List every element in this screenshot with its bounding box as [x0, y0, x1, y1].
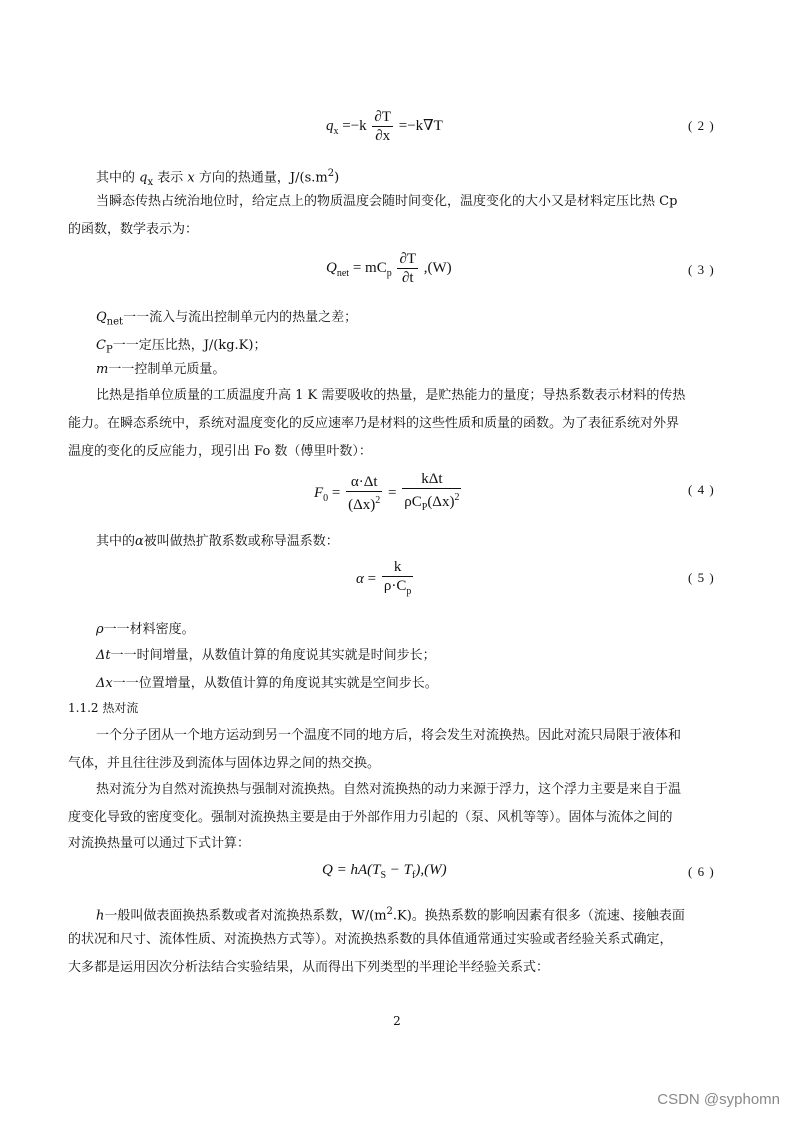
para4-sup: 2	[386, 906, 393, 917]
definition-rho	[96, 616, 728, 644]
eq4-fraction-2	[402, 470, 461, 517]
eq4-den1-sup: 2	[375, 495, 381, 506]
eq4-den2-text: ρC	[404, 494, 422, 510]
paragraph-2-line-2: 气体，并且往往涉及到流体与固体边界之间的热交换。	[68, 756, 381, 771]
line4-a: 其中的	[96, 534, 136, 549]
eq6-sub2: f	[412, 870, 416, 881]
para4-var: h	[96, 908, 105, 924]
line4-b: 被叫做热扩散系数或称导温系数：	[143, 534, 339, 549]
line1-a: 其中的	[96, 170, 136, 186]
text-line-3: 的函数，数学表示为：	[68, 222, 199, 237]
line1-c: 方向的热通量，J/(s.m	[198, 170, 328, 186]
eq4-den2-sub: P	[421, 502, 428, 513]
eq4-den2-sup: 2	[454, 492, 460, 503]
eq5-den-text: ρ·C	[383, 578, 407, 594]
def4-text: 一一材料密度。	[103, 622, 195, 637]
text-line-2: 当瞬态传热占统治地位时，给定点上的物质温度会随时间变化，温度变化的大小又是材料定压比热 Cp	[96, 194, 678, 209]
eq5-eq: =	[367, 570, 377, 587]
eq3-lhs: Q	[326, 259, 337, 276]
eq5-den	[382, 576, 414, 601]
eq3-eq: = mC	[352, 259, 387, 276]
line1-sup: 2	[327, 168, 335, 179]
paragraph-4-line-3: 大多都是运用因次分析法结合实验结果，从而得出下列类型的半理论半经验关系式：	[68, 960, 550, 975]
eq3-lhs-sub: net	[336, 267, 350, 279]
eq6-sub1: S	[380, 870, 387, 881]
eq2-num: ∂T	[374, 109, 391, 125]
eq3-unit: ,(W)	[423, 259, 452, 276]
def1-sub: net	[106, 316, 124, 328]
eq2-fraction	[372, 108, 393, 145]
eq4-den1	[346, 491, 382, 514]
eq6-text1: Q = hA(T	[322, 862, 381, 878]
equation-number-6: ( 6 )	[688, 864, 715, 879]
eq4-lhs-sub: 0	[323, 492, 329, 504]
para4-b: .K)。换热系数的影响因素有很多（流速、接触表面	[392, 908, 685, 924]
def2-var: C	[96, 338, 106, 353]
line4-var: α	[135, 534, 144, 549]
paragraph-2-line-1: 一个分子团从一个地方运动到另一个温度不同的地方后，将会发生对流换热。因此对流只局限于液体和	[96, 728, 682, 743]
equation-number-4: ( 4 )	[688, 482, 715, 497]
def4-var: ρ	[96, 622, 104, 637]
paragraph-3-line-3: 对流换热量可以通过下式计算：	[68, 836, 251, 851]
eq6-text3: ),(W)	[415, 862, 447, 878]
def5-var: Δt	[96, 648, 111, 663]
paragraph-3-line-2: 度变化导致的密度变化。强制对流换热主要是由于外部作用力引起的（泵、风机等等）。固体与流体之间的	[68, 810, 673, 825]
eq3-den: ∂t	[397, 268, 418, 287]
line1-b: 表示	[157, 170, 184, 186]
eq2-rhs: =−k∇T	[398, 117, 443, 134]
def3-var: m	[96, 362, 109, 377]
eq2-lhs-sub: x	[333, 125, 339, 137]
def5-text: 一一时间增量，从数值计算的角度说其实就是时间步长；	[110, 648, 436, 663]
paragraph-3-line-1: 热对流分为自然对流换热与强制对流换热。自然对流换热的动力来源于浮力，这个浮力主要是来自于温	[96, 782, 682, 797]
def6-text: 一一位置增量，从数值计算的角度说其实就是空间步长。	[112, 676, 438, 691]
paragraph-1-line-1: 比热是指单位质量的工质温度升高 1 K 需要吸收的热量，是贮热能力的量度；导热系数表示材料的传热	[96, 388, 686, 403]
line1-x: x	[187, 170, 195, 186]
eq5-lhs: α	[356, 570, 364, 587]
eq2-den: ∂x	[372, 126, 393, 145]
eq3-eq-sub: p	[386, 267, 392, 279]
def1-text: 一一流入与流出控制单元内的热量之差；	[123, 310, 358, 325]
section-heading: 1.1.2 热对流	[68, 701, 139, 715]
eq4-den2b: (Δx)	[427, 494, 455, 510]
eq5-num: k	[393, 559, 402, 575]
equation-number-2: ( 2 )	[688, 118, 715, 133]
text-line-alpha	[96, 528, 728, 556]
para4-a: 一般叫做表面换热系数或者对流换热系数，W/(m	[104, 908, 387, 924]
line1-var: q	[139, 170, 148, 186]
line1-d: )	[334, 170, 340, 186]
document-page: $q_x =-k$ $\frac{\partial T}{\partial x}$ =−k∇T ( 2 ) 其中的 $q_x$ 表示 x 方向的热通量，$J/(s.m^2)$ 当瞬态传热占统治地位时，给定点上的物质温度会随时间变化，温度变化的大小又是材料定压比热 Cp 的函数，数学表示为： $Q_{net} = mC_p$ $\frac{\partial T}{\partial t}$ ,(W) ( 3 ) $Q_{net}$一一流入与流出控制单元内的热量之差； $C_P$一一定压比热，J/(kg.K)； m一一控制单元质量。 比热是指单位质量的工质温度升高 1 K 需要吸收的热量，是贮热能力的量度；导热系数表示材料的传热 能力。在瞬态系统中，系统对温度变化的反应速率乃是材料的这些性质和质量的函数。为了表征系统对外界 温度的变化的反应能力，现引出 Fo 数（傅里叶数）： $F_0$ = $\frac{\alpha\cdot\Delta t}{(\Delta x)^2}$ = $\frac{\text{kΔt}}{\rho C_P(\Delta x)^2}$ ( 4 ) 其中的α被叫做热扩散系数或称导温系数： α = $\frac{k}{\rho\cdot C_p}$ ( 5 ) ρ一一材料密度。 Δt一一时间增量，从数值计算的角度说其实就是时间步长； Δx一一位置增量，从数值计算的角度说其实就是空间步长。 1.1.2 热对流 一个分子团从一个地方运动到另一个温度不同的地方后，将会发生对流换热。因此对流只局限于液体和 气体，并且往往涉及到流体与固体边界之间的热交换。 热对流分为自然对流换热与强制对流换热。自然对流换热的动力来源于浮力，这个浮力主要是来自于温 度变化导致的密度变化。强制对流换热主要是由于外部作用力引起的（泵、风机等等）。固体与流体之间的 对流换热量可以通过下式计算： $Q = hA(T_S - T_f),(W)$ ( 6 ) h一般叫做表面换热系数或者对流换热系数，$W/(m^2.K)$。换热系数的影响因素有很多（流速、接触表面 的状况和尺寸、流体性质、对流换热方式等）。对流换热系数的具体值通常通过实验或者经验关系式确定， 大多都是运用因次分析法结合实验结果，从而得出下列类型的半理论半经验关系式： 2 CSDN @syphomn	[0, 0, 794, 1123]
line1-var-sub: x	[147, 176, 154, 188]
def3-text: 一一控制单元质量。	[108, 362, 226, 377]
eq4-den2	[402, 488, 461, 517]
eq4-num1: α·Δt	[350, 474, 378, 490]
paragraph-1-line-3: 温度的变化的反应能力，现引出 Fo 数（傅里叶数）：	[68, 444, 372, 459]
def6-var: Δx	[96, 676, 113, 691]
eq4-lhs: F	[314, 484, 324, 501]
eq5-den-sub: p	[406, 586, 412, 597]
eq3-fraction	[397, 250, 418, 287]
def1-var: Q	[96, 310, 107, 325]
page-number: 2	[393, 1014, 401, 1028]
eq4-den1-text: (Δx)	[348, 497, 376, 513]
eq2-lhs: q	[326, 117, 334, 134]
definition-m	[96, 356, 728, 384]
def2-text: 一一定压比热，J/(kg.K)；	[112, 338, 267, 353]
paragraph-1-line-2: 能力。在瞬态系统中，系统对温度变化的反应速率乃是材料的这些性质和质量的函数。为了表征系统对外界	[68, 416, 680, 431]
eq6-text2: − T	[386, 862, 412, 878]
eq3-num: ∂T	[399, 251, 417, 267]
eq5-fraction	[382, 558, 414, 601]
equation-number-3: ( 3 )	[688, 262, 715, 277]
eq4-num2: kΔt	[421, 471, 443, 487]
eq4-fraction-1	[346, 473, 382, 514]
paragraph-4-line-2: 的状况和尺寸、流体性质、对流换热方式等）。对流换热系数的具体值通常通过实验或者经验关系式确定，	[68, 932, 673, 947]
eq2-eq1: =−k	[342, 117, 367, 134]
definition-dt	[96, 642, 728, 670]
equation-number-5: ( 5 )	[688, 570, 715, 585]
watermark-text: CSDN @syphomn	[657, 1091, 780, 1108]
def2-sub: P	[105, 344, 113, 356]
